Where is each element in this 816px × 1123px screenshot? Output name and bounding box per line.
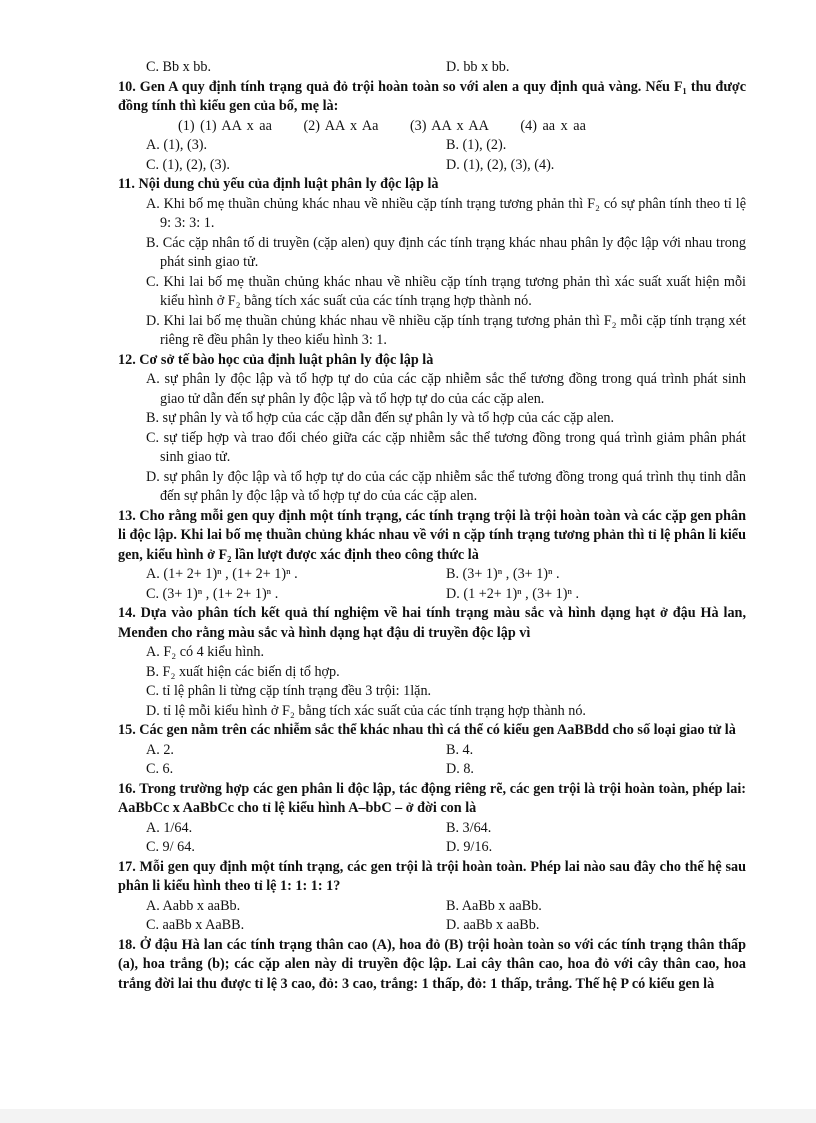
option-d: D. (1 +2+ 1)ⁿ , (3+ 1)ⁿ . xyxy=(446,585,580,602)
q13-options-cd xyxy=(118,585,746,605)
question-18: 18. Ở đậu Hà lan các tính trạng thân cao (A), hoa đỏ (B) trội hoàn toàn so với các tính trạng thân thấp (a), hoa trắng (b); các cặp alen này di truyền độc lập. Lai cây thân cao, hoa đỏ với cây thân cao, hoa trắng đời lai thu được tỉ lệ 3 cao, đỏ: 3 cao, trắng: 1 thấp, đỏ: 1 thấp, trắng. Thế hệ P có kiểu gen là xyxy=(118,936,746,992)
question-16: 16. Trong trường hợp các gen phân li độc lập, tác động riêng rẽ, các gen trội là trội hoàn toàn, phép lai: AaBbCc x AaBbCc cho tỉ lệ kiểu hình A–bbC – ở đời con là xyxy=(118,780,746,816)
question-14: 14. Dựa vào phân tích kết quả thí nghiệm về hai tính trạng màu sắc và hình dạng hạt ở đậu Hà lan, Menđen cho rằng màu sắc và hình dạng hạt đậu di truyền độc lập vì xyxy=(118,605,746,641)
option-d: D. 8. xyxy=(446,761,474,777)
option-a: A. Aabb x aaBb. xyxy=(146,897,241,914)
option-a: A. 1/64. xyxy=(146,819,193,836)
option-d: D. (1), (2), (3), (4). xyxy=(446,156,555,173)
option-c: C. (1), (2), (3). xyxy=(146,156,230,173)
question-list xyxy=(118,58,746,994)
question-15: 15. Các gen nằm trên các nhiễm sắc thể khác nhau thì cá thể có kiểu gen AaBBdd cho số loại giao tử là xyxy=(118,722,736,738)
q14-option-d: D. tỉ lệ mỗi kiểu hình ở F₂ bằng tích xác suất của các tính trạng hợp thành nó. xyxy=(146,702,586,719)
question-12: 12. Cơ sở tế bào học của định luật phân ly độc lập là xyxy=(118,351,434,368)
option-c: C. aaBb x AaBB. xyxy=(146,917,245,933)
q17-options-ab xyxy=(118,897,746,917)
option-a: A. (1), (3). xyxy=(146,137,208,153)
q11-option-d: D. Khi lai bố mẹ thuần chủng khác nhau về nhiều cặp tính trạng tương phản thì F₂ mỗi cặp tính trạng xét riêng rẽ đều phân ly theo kiểu hình 3: 1. xyxy=(146,312,746,348)
q16-options-cd xyxy=(118,838,746,858)
question-10: 10. Gen A quy định tính trạng quả đỏ trội hoàn toàn so với alen a quy định quả vàng. Nếu F₁ thu được đồng tính thì kiểu gen của bố, mẹ là: xyxy=(118,78,746,114)
q15-options-ab xyxy=(118,741,746,761)
q10-options-ab xyxy=(118,136,746,156)
option-b: B. (3+ 1)ⁿ , (3+ 1)ⁿ . xyxy=(446,566,560,582)
q14-option-c: C. tỉ lệ phân li từng cặp tính trạng đều 3 trội: 1lặn. xyxy=(146,683,432,699)
option-b: B. 4. xyxy=(446,741,474,758)
q9-options-cd xyxy=(118,58,746,78)
q10-items xyxy=(118,117,746,137)
option-a: A. (1+ 2+ 1)ⁿ , (1+ 2+ 1)ⁿ . xyxy=(146,566,298,582)
question-11: 11. Nội dung chủ yếu của định luật phân ly độc lập là xyxy=(118,176,439,192)
option-d: D. bb x bb. xyxy=(446,59,510,75)
q12-option-b: B. sự phân ly và tổ hợp của các cặp dẫn đến sự phân ly và tổ hợp của các cặp alen. xyxy=(146,410,615,426)
option-a: A. 2. xyxy=(146,741,174,758)
q11-option-a: A. Khi bố mẹ thuần chủng khác nhau về nhiều cặp tính trạng tương phản thì F₂ có sự phân tính theo tỉ lệ 9: 3: 3: 1. xyxy=(146,195,746,231)
page-footer-strip xyxy=(0,1109,816,1123)
q12-option-d: D. sự phân ly độc lập và tổ hợp tự do của các cặp nhiễm sắc thể tương đồng trong quá trình thụ tinh dẫn đến sự phân ly độc lập và tổ hợp tự do của các cặp alen. xyxy=(146,468,746,504)
item-2: (2) AA x Aa xyxy=(303,117,379,134)
q10-options-cd xyxy=(118,156,746,176)
option-c: C. (3+ 1)ⁿ , (1+ 2+ 1)ⁿ . xyxy=(146,585,279,602)
q12-option-c: C. sự tiếp hợp và trao đổi chéo giữa các cặp nhiễm sắc thể tương đồng trong quá trình giảm phân phát sinh giao tử. xyxy=(146,429,746,465)
question-17: 17. Mỗi gen quy định một tính trạng, các gen trội là trội hoàn toàn. Phép lai nào sau đây cho thế hệ sau phân li kiểu hình theo tỉ lệ 1: 1: 1: 1? xyxy=(118,858,746,894)
option-c: C. Bb x bb. xyxy=(146,59,212,75)
option-b: B. (1), (2). xyxy=(446,137,507,153)
item-1: (1) (1) AA x aa xyxy=(178,117,272,134)
option-c: C. 6. xyxy=(146,761,174,777)
q13-options-ab xyxy=(118,565,746,585)
q11-option-c: C. Khi lai bố mẹ thuần chủng khác nhau về nhiều cặp tính trạng tương phản thì xác suất xuất hiện mỗi kiểu hình ở F₂ bằng tích xác suất của các tính trạng hợp thành nó. xyxy=(146,273,746,309)
item-3: (3) AA x AA xyxy=(409,117,489,134)
q15-options-cd xyxy=(118,760,746,780)
q11-option-b: B. Các cặp nhân tố di truyền (cặp alen) quy định các tính trạng khác nhau phân ly độc lập với nhau trong phát sinh giao tử. xyxy=(146,234,746,270)
q12-option-a: A. sự phân ly độc lập và tổ hợp tự do của các cặp nhiễm sắc thể tương đồng trong quá trình phát sinh giao tử dẫn đến sự phân ly độc lập và tổ hợp tự do của các cặp alen. xyxy=(146,371,746,407)
option-b: B. AaBb x aaBb. xyxy=(446,897,542,914)
option-d: D. 9/16. xyxy=(446,839,493,855)
option-d: D. aaBb x aaBb. xyxy=(446,917,540,933)
option-b: B. 3/64. xyxy=(446,819,492,836)
q14-option-b: B. F₂ xuất hiện các biến dị tổ hợp. xyxy=(146,663,340,680)
item-4: (4) aa x aa xyxy=(520,117,586,134)
q14-option-a: A. F₂ có 4 kiểu hình. xyxy=(146,644,265,660)
q16-options-ab xyxy=(118,819,746,839)
q17-options-cd xyxy=(118,916,746,936)
question-13: 13. Cho rằng mỗi gen quy định một tính trạng, các tính trạng trội là trội hoàn toàn và các cặp gen phân li độc lập. Khi lai bố mẹ thuần chủng khác nhau về với n cặp tính trạng tương phản thì tỉ lệ phân li kiểu gen, kiểu hình ở F₂ lần lượt được xác định theo công thức là xyxy=(118,507,746,563)
option-c: C. 9/ 64. xyxy=(146,839,195,855)
